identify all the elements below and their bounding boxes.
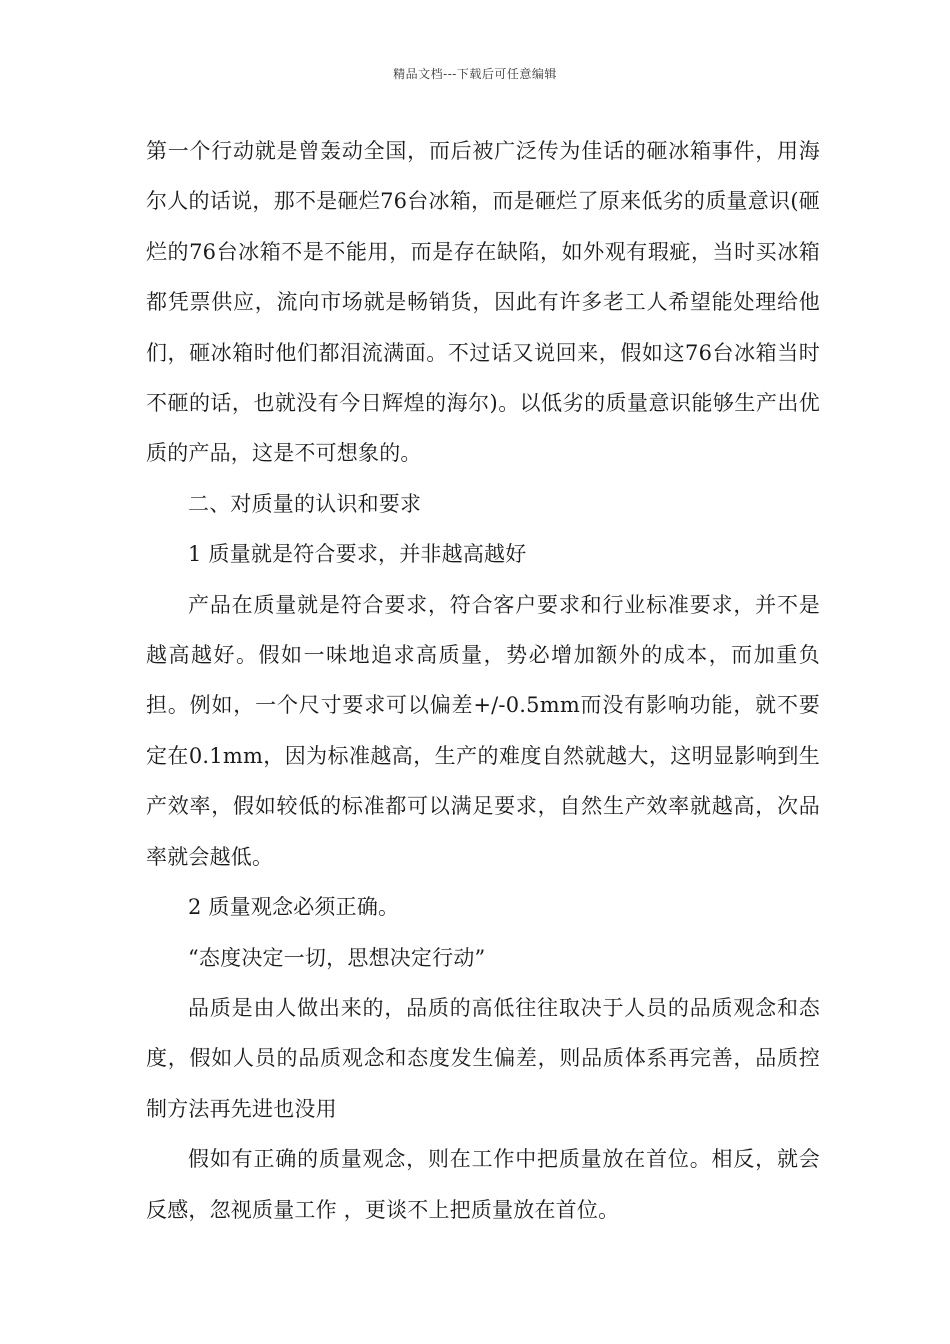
subheading-quality-meets-requirements: 1 质量就是符合要求，并非越高越好 (188, 542, 527, 567)
paragraph-quality-people: 品质是由人做出来的，品质的高低往往取决于人员的品质观念和态度，假如人员的品质观念和态度发生偏差，则品质体系再完善，品质控制方法再先进也没用 (146, 995, 820, 1121)
subheading-quality-concept: 2 质量观念必须正确。 (188, 895, 400, 920)
document-body (146, 126, 820, 1235)
page-header: 精品文档---下载后可任意编辑 (393, 67, 557, 81)
paragraph-quality-requirements: 产品在质量就是符合要求，符合客户要求和行业标准要求，并不是越高越好。假如一味地追求高质量，势必增加额外的成本，而加重负担。例如，一个尺寸要求可以偏差+/-0.5mm而没有影响功能，就不要定在0.1mm，因为标准越高，生产的难度自然就越大，这明显影响到生产效率，假如较低的标准都可以满足要求，自然生产效率就越高，次品率就会越低。 (146, 592, 820, 869)
paragraph-haier-fridge: 第一个行动就是曾轰动全国，而后被广泛传为佳话的砸冰箱事件，用海尔人的话说，那不是砸烂76台冰箱，而是砸烂了原来低劣的质量意识(砸烂的76台冰箱不是不能用，而是存在缺陷，如外观有瑕疵，当时买冰箱都凭票供应，流向市场就是畅销货，因此有许多老工人希望能处理给他们，砸冰箱时他们都泪流满面。不过话又说回来，假如这76台冰箱当时不砸的话，也就没有今日辉煌的海尔)。以低劣的质量意识能够生产出优质的产品，这是不可想象的。 (146, 139, 820, 466)
section-heading-quality-understanding: 二、对质量的认识和要求 (188, 491, 422, 516)
quote-attitude: “态度决定一切，思想决定行动” (188, 945, 486, 970)
paragraph-quality-first: 假如有正确的质量观念，则在工作中把质量放在首位。相反，就会反感，忽视质量工作 ，更谈不上把质量放在首位。 (146, 1147, 820, 1222)
